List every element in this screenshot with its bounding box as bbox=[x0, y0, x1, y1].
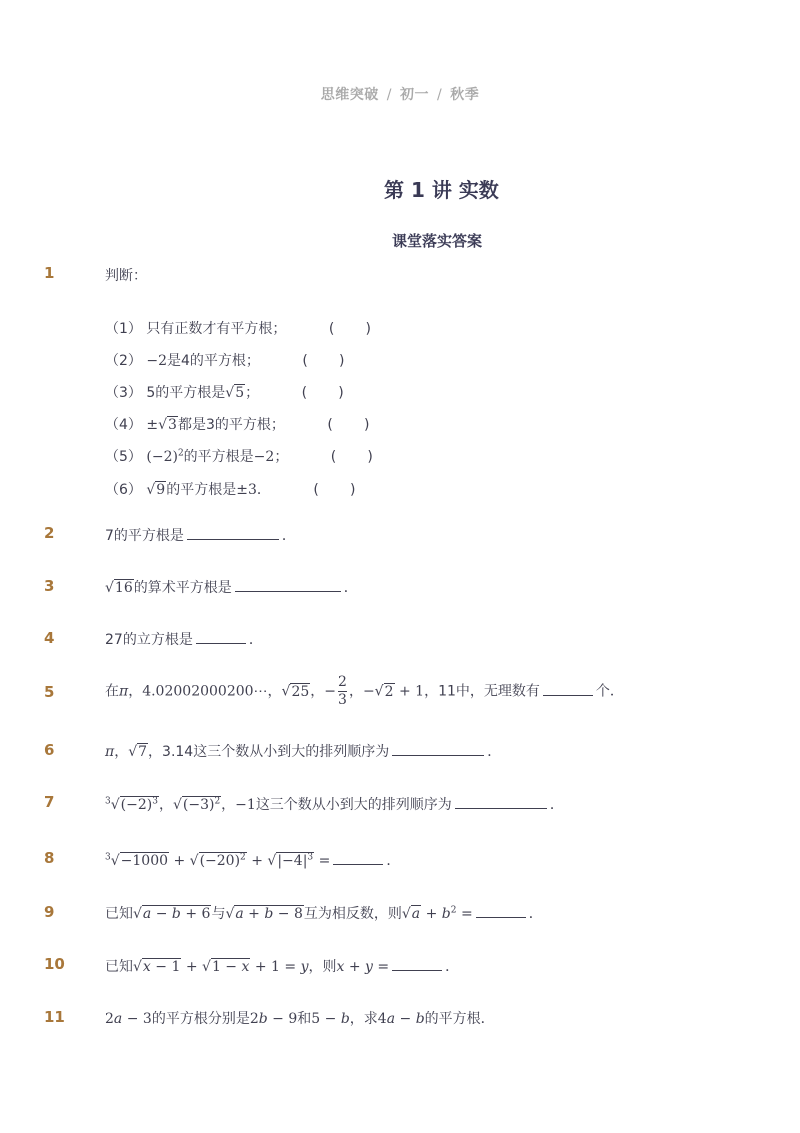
sub-question bbox=[105, 382, 344, 402]
answer-blank bbox=[235, 578, 341, 592]
question-text: 27的立方根是 ． bbox=[105, 632, 263, 648]
question-text: $^3√-1000 + √(-20)^2 + √|-4|^3$ = ． bbox=[105, 852, 401, 869]
question-text: 已知√x − 1 + √1 − x + 1 = y，则x + y = ． bbox=[105, 959, 460, 975]
question-text: $^3√(-2)^3$，$√(-3)^2$，−1这三个数从小到大的排列顺序为 ． bbox=[105, 796, 564, 813]
answer-parentheses: ( ) bbox=[313, 482, 356, 498]
page-title: 第 1 讲 实数 bbox=[384, 178, 499, 202]
answer-parentheses: ( ) bbox=[327, 417, 370, 433]
question-stem: 判断： bbox=[105, 268, 147, 284]
question-number: 10 bbox=[44, 955, 65, 973]
sub-question bbox=[105, 318, 371, 338]
question-number: 9 bbox=[44, 903, 55, 921]
sub-question-text: ±√3都是3的平方根； bbox=[146, 417, 285, 433]
question-number: 8 bbox=[44, 849, 55, 867]
fraction: $\frac{2}{3}$ bbox=[338, 674, 347, 708]
question-number: 11 bbox=[44, 1008, 65, 1026]
question-number: 6 bbox=[44, 741, 55, 759]
answer-blank bbox=[187, 526, 279, 540]
page-subtitle: 课堂落实答案 bbox=[392, 232, 483, 250]
breadcrumb-subject: 思维突破 bbox=[320, 87, 379, 103]
answer-parentheses: ( ) bbox=[302, 353, 345, 369]
breadcrumb-term: 秋季 bbox=[450, 87, 480, 103]
question-text: 已知√a − b + 6与√a + b − 8互为相反数，则$√a + b^2$ = ． bbox=[105, 905, 543, 922]
sub-question-label: （1） bbox=[105, 321, 142, 337]
sub-question-label: （6） bbox=[105, 482, 142, 498]
answer-blank bbox=[455, 795, 547, 809]
answer-blank bbox=[196, 630, 246, 644]
question-number: 4 bbox=[44, 629, 55, 647]
breadcrumb-separator: / bbox=[386, 87, 392, 103]
sub-question-text: 只有正数才有平方根； bbox=[146, 321, 287, 337]
sub-question-label: （5） bbox=[105, 449, 142, 465]
sub-question-text: −2是4的平方根； bbox=[146, 353, 260, 369]
sub-question-text: $(-2)^2$的平方根是−2； bbox=[146, 448, 289, 465]
question-number: 1 bbox=[44, 264, 55, 282]
question-text: π，√7，3.14这三个数从小到大的排列顺序为 ． bbox=[105, 744, 502, 760]
answer-blank bbox=[543, 682, 593, 696]
answer-parentheses: ( ) bbox=[328, 321, 371, 337]
breadcrumb-grade: 初一 bbox=[400, 87, 429, 103]
sub-question bbox=[105, 479, 355, 499]
breadcrumb bbox=[0, 84, 800, 104]
sub-question-label: （3） bbox=[105, 385, 142, 401]
sub-question bbox=[105, 414, 369, 434]
question-number: 3 bbox=[44, 577, 55, 595]
sub-question bbox=[105, 446, 373, 466]
sub-question-text: 5的平方根是√5； bbox=[146, 385, 260, 401]
question-text: 7的平方根是 ． bbox=[105, 528, 296, 544]
question-number: 5 bbox=[44, 683, 55, 701]
sub-question-text: √9的平方根是±3． bbox=[146, 482, 271, 498]
question-number: 7 bbox=[44, 793, 55, 811]
question-text: 2a − 3的平方根分别是2b − 9和5 − b，求4a − b的平方根． bbox=[105, 1011, 495, 1027]
answer-blank bbox=[392, 957, 442, 971]
sub-question-label: （4） bbox=[105, 417, 142, 433]
question-text: 在π，4.02002000200⋯，√25，− $\frac{2}{3}$ ，−√2 + 1，11中，无理数有 个． bbox=[105, 674, 624, 708]
answer-parentheses: ( ) bbox=[330, 449, 373, 465]
answer-blank bbox=[392, 742, 484, 756]
question-text: √16的算术平方根是 ． bbox=[105, 580, 358, 596]
answer-parentheses: ( ) bbox=[301, 385, 344, 401]
sub-question-label: （2） bbox=[105, 353, 142, 369]
answer-blank bbox=[476, 904, 526, 918]
sub-question bbox=[105, 350, 344, 370]
question-number: 2 bbox=[44, 524, 55, 542]
answer-blank bbox=[333, 851, 383, 865]
breadcrumb-separator: / bbox=[437, 87, 443, 103]
